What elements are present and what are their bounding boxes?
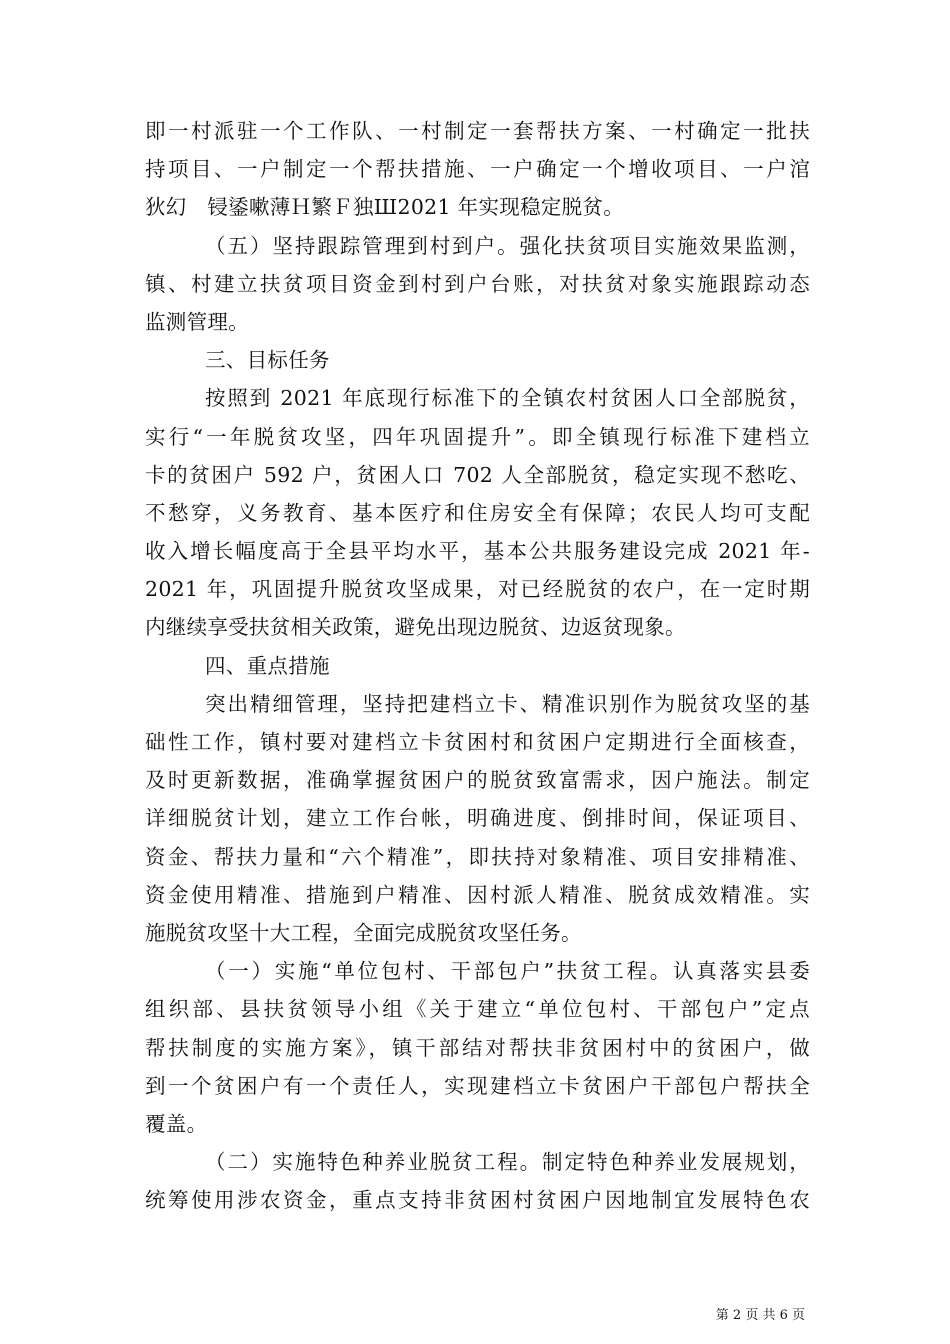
- text-line: 统筹使用涉农资金，重点支持非贫困村贫困户因地制宜发展特色农: [145, 1188, 810, 1213]
- text-line: 不愁穿，义务教育、基本医疗和住房安全有保障；农民人均可支配: [145, 500, 810, 525]
- text-line: 按照到 2021 年底现行标准下的全镇农村贫困人口全部脱贫，: [205, 386, 810, 411]
- page-number: 第 2 页 共 6 页: [715, 1308, 805, 1323]
- text-line: 镇、村建立扶贫项目资金到村到户台账，对扶贫对象实施跟踪动态: [145, 271, 810, 296]
- text-line: 狄幻 锓鋈嗽薄Ｈ繁Ｆ独Ш2021 年实现稳定脱贫。: [145, 195, 625, 220]
- text-line: 资金使用精准、措施到户精准、因村派人精准、脱贫成效精准。实: [145, 882, 810, 907]
- text-line: 监测管理。: [145, 309, 249, 334]
- text-line: 即一村派驻一个工作队、一村制定一套帮扶方案、一村确定一批扶: [145, 119, 810, 143]
- text-line: 持项目、一户制定一个帮扶措施、一户确定一个增收项目、一户涫: [145, 157, 810, 182]
- text-line: 收入增长幅度高于全县平均水平，基本公共服务建设完成 2021 年-: [145, 539, 810, 564]
- text-line: 详细脱贫计划，建立工作台帐，明确进度、倒排时间，保证项目、: [145, 806, 810, 831]
- subsection-2-line: （二）实施特色种养业脱贫工程。制定特色种养业发展规划，: [205, 1150, 810, 1175]
- text-line: 覆盖。: [145, 1111, 208, 1136]
- text-line: 帮扶制度的实施方案》，镇干部结对帮扶非贫困村中的贫困户，做: [145, 1035, 810, 1060]
- subsection-1-line: （一）实施“单位包村、干部包户”扶贫工程。认真落实县委: [205, 959, 810, 984]
- section-5-heading-line: （五）坚持跟踪管理到村到户。强化扶贫项目实施效果监测，: [205, 233, 810, 258]
- text-line: 2021 年，巩固提升脱贫攻坚成果，对已经脱贫的农户，在一定时期: [145, 577, 810, 602]
- section-heading-goals: 三、目标任务: [205, 348, 330, 373]
- text-line: 资金、帮扶力量和“六个精准”，即扶持对象精准、项目安排精准、: [145, 844, 810, 869]
- text-line: 及时更新数据，准确掌握贫困户的脱贫致富需求，因户施法。制定: [145, 768, 810, 793]
- text-line: 到一个贫困户有一个责任人，实现建档立卡贫困户干部包户帮扶全: [145, 1073, 810, 1098]
- text-line: 组织部、县扶贫领导小组《关于建立“单位包村、干部包户”定点: [145, 997, 810, 1022]
- text-line: 卡的贫困户 592 户，贫困人口 702 人全部脱贫，稳定实现不愁吃、: [145, 462, 810, 487]
- text-line: 施脱贫攻坚十大工程，全面完成脱贫攻坚任务。: [145, 920, 582, 945]
- text-line: 实行“一年脱贫攻坚，四年巩固提升”。即全镇现行标准下建档立: [145, 424, 810, 449]
- section-heading-measures: 四、重点措施: [205, 653, 330, 678]
- text-line: 础性工作，镇村要对建档立卡贫困村和贫困户定期进行全面核查，: [145, 730, 810, 754]
- body-text: [145, 112, 810, 1219]
- text-line: 突出精细管理，坚持把建档立卡、精准识别作为脱贫攻坚的基: [205, 691, 810, 716]
- text-line: 内继续享受扶贫相关政策，避免出现边脱贫、边返贫现象。: [145, 615, 686, 640]
